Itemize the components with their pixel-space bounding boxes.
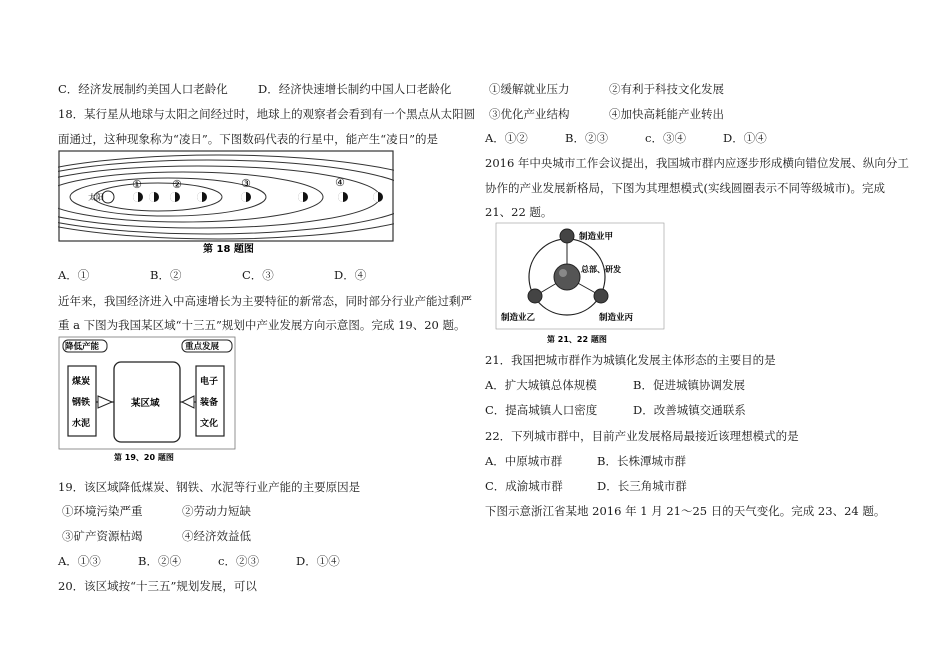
planet-number-2: ② [172,178,182,191]
planet-1 [133,192,143,202]
q17-option-c[interactable]: C．经济发展制约美国人口老龄化 [58,82,228,96]
intro-21-line1: 2016 年中央城市工作会议提出，我国城市群内应逐步形成横向错位发展、纵向分工 [485,156,909,170]
q18-option-b[interactable]: B．② [150,268,182,282]
figure-19-20 [58,336,236,464]
q19-option-a[interactable]: A．①③ [58,554,101,568]
planet-7 [338,192,348,202]
center-city-texture [559,269,567,277]
q19-choice-2: ②劳动力短缺 [182,504,251,518]
q20-choice-2: ②有利于科技文化发展 [609,82,724,96]
q21-option-c[interactable]: C．提高城镇人口密度 [485,403,598,417]
q19-option-d[interactable]: D．①④ [296,554,340,568]
planet-4 [197,192,207,202]
q18-stem-line1: 18．某行星从地球与太阳之间经过时，地球上的观察者会看到有一个黑点从太阳圆 [58,107,476,121]
q20-choice-1: ①缓解就业压力 [489,82,570,96]
q20-choice-4: ④加快高耗能产业转出 [609,107,724,121]
intro-19-line1: 近年来，我国经济进入中高速增长为主要特征的新常态，同时部分行业产能过剩严 [58,294,472,308]
right-item-3: 文化 [200,419,219,429]
center-city [554,264,580,290]
q19-option-b[interactable]: B．②④ [138,554,181,568]
left-item-2: 钢铁 [72,398,91,408]
left-title: 降低产能 [65,342,100,352]
planet-6 [298,192,308,202]
q18-stem-line2: 面通过，这种现象称为“凌日”。下图数码代表的行星中，能产生“凌日”的是 [58,132,439,146]
planet-number-4: ④ [335,176,345,189]
q19-choice-1: ①环境污染严重 [62,504,143,518]
q19-choice-4: ④经济效益低 [182,529,251,543]
figure-18-diagram [58,150,394,254]
planet-2 [149,192,159,202]
figure-18-caption: 第 18 题图 [203,244,254,254]
left-item-1: 煤炭 [72,377,91,387]
q18-option-c[interactable]: C．③ [242,268,274,282]
left-item-3: 水泥 [72,419,91,429]
q21-option-a[interactable]: A．扩大城镇总体规模 [485,378,597,392]
sun-label: 太阳 [88,193,104,202]
q18-option-d[interactable]: D．④ [334,268,367,282]
planet-3 [170,192,180,202]
q20-option-b[interactable]: B．②③ [565,131,608,145]
figure-19-20-diagram [58,336,236,464]
right-item-1: 电子 [200,377,219,387]
q20-choice-3: ③优化产业结构 [489,107,570,121]
planet-number-1: ① [132,178,142,191]
intro-19-line2: 重 a 下图为我国某区域“十三五”规划中产业发展方向示意图。完成 19、20 题。 [58,318,466,332]
city-right [594,289,608,303]
q20-option-c[interactable]: c．③④ [645,131,686,145]
q22-option-a[interactable]: A．中原城市群 [485,454,563,468]
q19-stem: 19．该区域降低煤炭、钢铁、水泥等行业产能的主要原因是 [58,480,361,494]
q22-stem: 22．下列城市群中，目前产业发展格局最接近该理想模式的是 [485,429,799,443]
city-left [528,289,542,303]
figure-21-22 [495,222,665,346]
planet-number-3: ③ [241,177,251,190]
planet-5 [241,192,251,202]
intro-23-line1: 下图示意浙江省某地 2016 年 1 月 21～25 日的天气变化。完成 23、24 题。 [485,504,886,518]
figure-19-20-caption: 第 19、20 题图 [114,453,174,462]
intro-21-line2: 协作的产业发展新格局，下图为其理想模式(实线圆圈表示不同等级城市)。完成 [485,181,885,195]
center-label: 某区域 [131,398,160,409]
q18-option-a[interactable]: A．① [58,268,90,282]
q20-option-d[interactable]: D．①④ [723,131,767,145]
q20-option-a[interactable]: A．①② [485,131,528,145]
q21-stem: 21．我国把城市群作为城镇化发展主体形态的主要目的是 [485,353,776,367]
intro-21-line3: 21、22 题。 [485,205,553,219]
q22-option-d[interactable]: D．长三角城市群 [597,479,687,493]
label-right: 制造业丙 [599,313,634,323]
label-left: 制造业乙 [501,313,536,323]
q17-option-d[interactable]: D．经济快速增长制约中国人口老龄化 [258,82,452,96]
right-title: 重点发展 [185,342,220,352]
figure-18 [58,150,394,254]
right-item-2: 装备 [200,398,219,408]
q22-option-b[interactable]: B．长株潭城市群 [597,454,686,468]
label-center: 总部、研发 [581,265,621,274]
q20-stem: 20．该区域按“十三五”规划发展，可以 [58,579,257,593]
city-top [560,229,574,243]
q21-option-d[interactable]: D．改善城镇交通联系 [633,403,746,417]
q19-choice-3: ③矿产资源枯竭 [62,529,143,543]
label-top: 制造业甲 [579,232,614,242]
q22-option-c[interactable]: C．成渝城市群 [485,479,563,493]
figure-21-22-diagram [495,222,665,346]
planet-8 [373,192,383,202]
q21-option-b[interactable]: B．促进城镇协调发展 [633,378,745,392]
q19-option-c[interactable]: c．②③ [218,554,259,568]
figure-21-22-caption: 第 21、22 题图 [547,335,607,344]
